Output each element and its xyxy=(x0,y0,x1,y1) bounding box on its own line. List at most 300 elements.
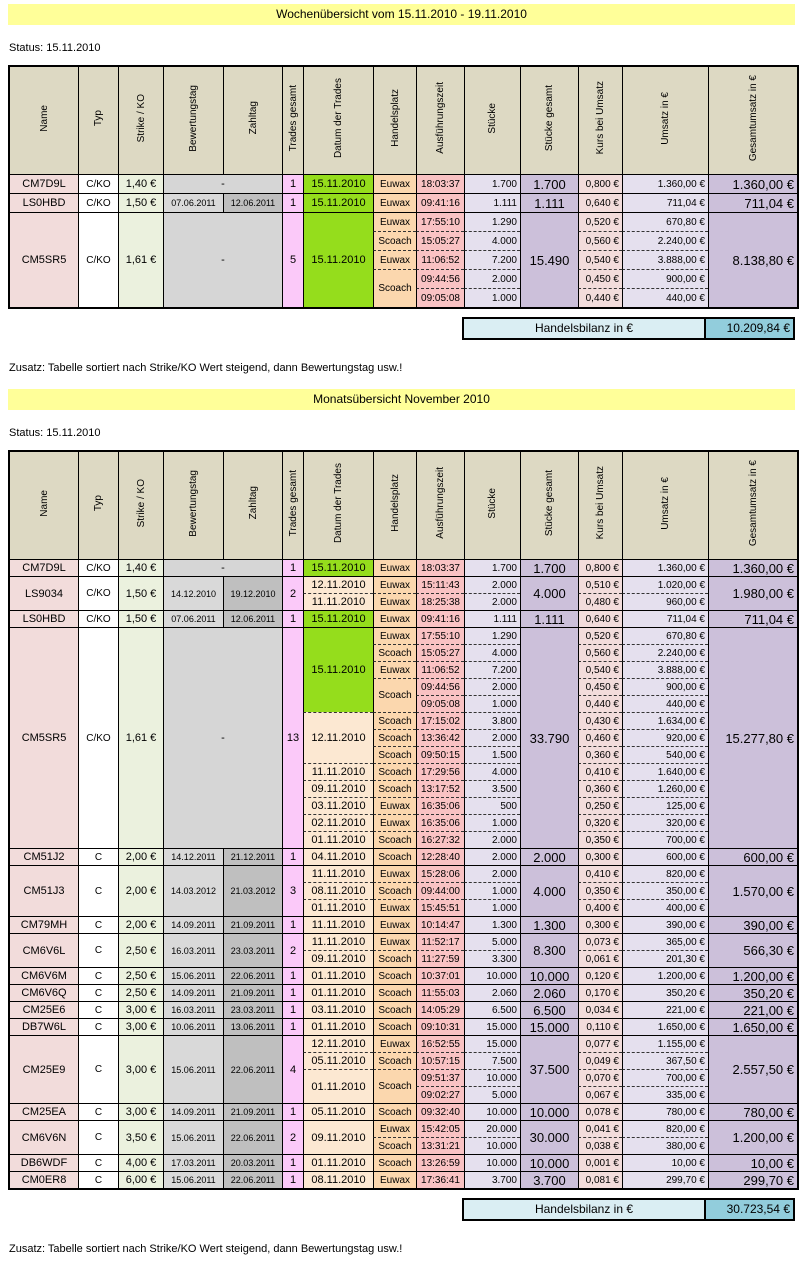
cell-stuecke: 2.000 xyxy=(464,593,520,610)
cell-handelsplatz: Euwax xyxy=(373,576,416,593)
cell-umsatz: 1.634,00 € xyxy=(622,712,708,729)
table-row xyxy=(10,627,797,644)
cell-zahltag: 20.03.2011 xyxy=(223,1154,282,1171)
cell-name: CM51J2 xyxy=(10,848,78,865)
cell-trades-gesamt: 2 xyxy=(282,933,303,967)
cell-umsatz: 700,00 € xyxy=(622,1069,708,1086)
table-row xyxy=(10,576,797,593)
cell-name: CM25E6 xyxy=(10,1001,78,1018)
cell-ausfuehrungszeit: 11:27:59 xyxy=(416,950,464,967)
cell-name: CM5SR5 xyxy=(10,627,78,848)
cell-ausfuehrungszeit: 13:36:42 xyxy=(416,729,464,746)
cell-ausfuehrungszeit: 17:29:56 xyxy=(416,763,464,780)
cell-datum: 01.11.2010 xyxy=(303,899,373,916)
cell-stuecke-gesamt: 1.700 xyxy=(520,559,578,576)
table-row xyxy=(10,1103,797,1120)
column-header-strike-ko: Strike / KO xyxy=(118,452,163,559)
cell-datum: 05.11.2010 xyxy=(303,1052,373,1069)
column-header-bewertungstag: Bewertungstag xyxy=(163,67,223,174)
table-row xyxy=(10,193,797,212)
cell-umsatz: 820,00 € xyxy=(622,1120,708,1137)
cell-zahltag: 22.06.2011 xyxy=(223,1171,282,1188)
table-row xyxy=(10,174,797,193)
cell-handelsplatz: Scoach xyxy=(373,882,416,899)
cell-umsatz: 1.020,00 € xyxy=(622,576,708,593)
cell-trades-gesamt: 1 xyxy=(282,848,303,865)
cell-trades-gesamt: 1 xyxy=(282,193,303,212)
cell-typ: C/KO xyxy=(78,193,118,212)
cell-bewertungstag-zahltag: - xyxy=(163,174,282,193)
cell-datum: 01.11.2010 xyxy=(303,1018,373,1035)
cell-stuecke-gesamt: 15.000 xyxy=(520,1018,578,1035)
cell-kurs: 0,540 € xyxy=(578,661,622,678)
cell-datum: 12.11.2010 xyxy=(303,712,373,763)
cell-stuecke-gesamt: 10.000 xyxy=(520,967,578,984)
column-header-kurs: Kurs bei Umsatz xyxy=(578,67,622,174)
cell-kurs: 0,049 € xyxy=(578,1052,622,1069)
cell-datum: 09.11.2010 xyxy=(303,780,373,797)
cell-gesamtumsatz: 2.557,50 € xyxy=(708,1035,797,1103)
cell-umsatz: 1.200,00 € xyxy=(622,967,708,984)
cell-bewertungstag: 10.06.2011 xyxy=(163,1018,223,1035)
cell-stuecke: 1.700 xyxy=(464,174,520,193)
column-header-stuecke-gesamt: Stücke gesamt xyxy=(520,67,578,174)
cell-ausfuehrungszeit: 09:41:16 xyxy=(416,610,464,627)
cell-trades-gesamt: 13 xyxy=(282,627,303,848)
cell-umsatz: 3.888,00 € xyxy=(622,250,708,269)
cell-datum: 15.11.2010 xyxy=(303,212,373,307)
cell-stuecke: 2.000 xyxy=(464,576,520,593)
cell-ausfuehrungszeit: 13:26:59 xyxy=(416,1154,464,1171)
cell-name: CM0ER8 xyxy=(10,1171,78,1188)
cell-zahltag: 22.06.2011 xyxy=(223,1120,282,1154)
cell-strike: 2,50 € xyxy=(118,933,163,967)
column-header-typ: Typ xyxy=(78,67,118,174)
cell-zahltag: 21.09.2011 xyxy=(223,1103,282,1120)
cell-ausfuehrungszeit: 15:05:27 xyxy=(416,231,464,250)
cell-umsatz: 780,00 € xyxy=(622,1103,708,1120)
cell-zahltag: 19.12.2010 xyxy=(223,576,282,610)
cell-kurs: 0,110 € xyxy=(578,1018,622,1035)
column-header-datum: Datum der Trades xyxy=(303,67,373,174)
cell-name: DB7W6L xyxy=(10,1018,78,1035)
cell-kurs: 0,450 € xyxy=(578,269,622,288)
cell-handelsplatz: Euwax xyxy=(373,797,416,814)
balance-label: Handelsbilanz in € xyxy=(462,317,705,340)
cell-kurs: 0,061 € xyxy=(578,950,622,967)
cell-typ: C/KO xyxy=(78,174,118,193)
cell-zahltag: 23.03.2011 xyxy=(223,933,282,967)
cell-ausfuehrungszeit: 17:36:41 xyxy=(416,1171,464,1188)
column-header-gesamtumsatz: Gesamtumsatz in € xyxy=(708,452,797,559)
cell-datum: 15.11.2010 xyxy=(303,174,373,193)
cell-trades-gesamt: 1 xyxy=(282,559,303,576)
cell-stuecke: 10.000 xyxy=(464,967,520,984)
cell-datum: 11.11.2010 xyxy=(303,593,373,610)
cell-handelsplatz: Euwax xyxy=(373,610,416,627)
cell-ausfuehrungszeit: 15:45:51 xyxy=(416,899,464,916)
cell-umsatz: 920,00 € xyxy=(622,729,708,746)
column-header-datum: Datum der Trades xyxy=(303,452,373,559)
cell-zahltag: 21.12.2011 xyxy=(223,848,282,865)
cell-umsatz: 1.640,00 € xyxy=(622,763,708,780)
cell-trades-gesamt: 1 xyxy=(282,984,303,1001)
table-row xyxy=(10,1018,797,1035)
cell-datum: 09.11.2010 xyxy=(303,950,373,967)
cell-name: CM51J3 xyxy=(10,865,78,916)
cell-name: CM6V6Q xyxy=(10,984,78,1001)
cell-stuecke-gesamt: 1.300 xyxy=(520,916,578,933)
cell-handelsplatz: Scoach xyxy=(373,1154,416,1171)
cell-handelsplatz: Scoach xyxy=(373,1018,416,1035)
cell-ausfuehrungszeit: 16:35:06 xyxy=(416,814,464,831)
cell-zahltag: 21.09.2011 xyxy=(223,984,282,1001)
cell-umsatz: 1.360,00 € xyxy=(622,174,708,193)
cell-name: CM25EA xyxy=(10,1103,78,1120)
cell-stuecke: 5.000 xyxy=(464,933,520,950)
cell-bewertungstag: 14.09.2011 xyxy=(163,1103,223,1120)
cell-stuecke: 2.000 xyxy=(464,848,520,865)
column-header-ausfuehrungszeit: Ausführungszeit xyxy=(416,67,464,174)
balance-label: Handelsbilanz in € xyxy=(462,1198,705,1221)
table-row xyxy=(10,1035,797,1052)
weekly-section xyxy=(8,4,795,374)
cell-strike: 6,00 € xyxy=(118,1171,163,1188)
cell-stuecke-gesamt: 33.790 xyxy=(520,627,578,848)
cell-stuecke: 1.111 xyxy=(464,193,520,212)
cell-kurs: 0,510 € xyxy=(578,576,622,593)
cell-typ: C xyxy=(78,1018,118,1035)
weekly-title: Wochenübersicht vom 15.11.2010 - 19.11.2010 xyxy=(8,4,795,25)
cell-gesamtumsatz: 1.360,00 € xyxy=(708,559,797,576)
column-header-ausfuehrungszeit: Ausführungszeit xyxy=(416,452,464,559)
cell-handelsplatz: Euwax xyxy=(373,174,416,193)
cell-kurs: 0,038 € xyxy=(578,1137,622,1154)
cell-trades-gesamt: 1 xyxy=(282,1171,303,1188)
cell-handelsplatz: Scoach xyxy=(373,644,416,661)
cell-umsatz: 2.240,00 € xyxy=(622,644,708,661)
cell-umsatz: 440,00 € xyxy=(622,695,708,712)
cell-typ: C xyxy=(78,1001,118,1018)
table-row xyxy=(10,933,797,950)
cell-umsatz: 670,80 € xyxy=(622,627,708,644)
cell-gesamtumsatz: 711,04 € xyxy=(708,193,797,212)
cell-kurs: 0,400 € xyxy=(578,899,622,916)
cell-strike: 1,61 € xyxy=(118,212,163,307)
cell-stuecke: 3.300 xyxy=(464,950,520,967)
cell-stuecke: 1.000 xyxy=(464,814,520,831)
cell-strike: 1,40 € xyxy=(118,174,163,193)
column-header-zahltag: Zahltag xyxy=(223,67,282,174)
cell-handelsplatz: Euwax xyxy=(373,1120,416,1137)
cell-handelsplatz: Scoach xyxy=(373,269,416,307)
cell-ausfuehrungszeit: 12:28:40 xyxy=(416,848,464,865)
cell-typ: C/KO xyxy=(78,627,118,848)
cell-kurs: 0,640 € xyxy=(578,193,622,212)
cell-stuecke: 1.300 xyxy=(464,916,520,933)
cell-name: DB6WDF xyxy=(10,1154,78,1171)
column-header-stuecke: Stücke xyxy=(464,452,520,559)
cell-trades-gesamt: 1 xyxy=(282,610,303,627)
cell-stuecke: 2.000 xyxy=(464,729,520,746)
cell-stuecke-gesamt: 2.060 xyxy=(520,984,578,1001)
cell-kurs: 0,300 € xyxy=(578,916,622,933)
cell-handelsplatz: Scoach xyxy=(373,1001,416,1018)
cell-strike: 3,00 € xyxy=(118,1103,163,1120)
cell-bewertungstag: 14.09.2011 xyxy=(163,984,223,1001)
cell-handelsplatz: Euwax xyxy=(373,193,416,212)
cell-umsatz: 820,00 € xyxy=(622,865,708,882)
monthly-status: Status: 15.11.2010 xyxy=(9,427,101,439)
table-row xyxy=(10,1001,797,1018)
cell-ausfuehrungszeit: 09:41:16 xyxy=(416,193,464,212)
balance-value: 10.209,84 € xyxy=(705,317,795,340)
cell-ausfuehrungszeit: 18:03:37 xyxy=(416,174,464,193)
monthly-footnote: Zusatz: Tabelle sortiert nach Strike/KO Wert steigend, dann Bewertungstag usw.! xyxy=(9,1243,403,1255)
cell-kurs: 0,320 € xyxy=(578,814,622,831)
weekly-footnote: Zusatz: Tabelle sortiert nach Strike/KO Wert steigend, dann Bewertungstag usw.! xyxy=(9,362,403,374)
table-row xyxy=(10,984,797,1001)
cell-stuecke-gesamt: 37.500 xyxy=(520,1035,578,1103)
cell-zahltag: 13.06.2011 xyxy=(223,1018,282,1035)
cell-gesamtumsatz: 350,20 € xyxy=(708,984,797,1001)
column-header-name: Name xyxy=(10,67,78,174)
cell-stuecke: 7.500 xyxy=(464,1052,520,1069)
cell-ausfuehrungszeit: 09:44:56 xyxy=(416,269,464,288)
cell-trades-gesamt: 1 xyxy=(282,174,303,193)
cell-ausfuehrungszeit: 09:44:00 xyxy=(416,882,464,899)
cell-umsatz: 10,00 € xyxy=(622,1154,708,1171)
cell-stuecke: 4.000 xyxy=(464,644,520,661)
cell-kurs: 0,001 € xyxy=(578,1154,622,1171)
cell-stuecke: 7.200 xyxy=(464,661,520,678)
cell-handelsplatz: Euwax xyxy=(373,212,416,231)
cell-trades-gesamt: 1 xyxy=(282,1018,303,1035)
cell-stuecke: 10.000 xyxy=(464,1103,520,1120)
cell-bewertungstag-zahltag: - xyxy=(163,627,282,848)
cell-handelsplatz: Euwax xyxy=(373,627,416,644)
column-header-umsatz: Umsatz in € xyxy=(622,67,708,174)
cell-kurs: 0,800 € xyxy=(578,559,622,576)
cell-kurs: 0,440 € xyxy=(578,288,622,307)
cell-bewertungstag: 17.03.2011 xyxy=(163,1154,223,1171)
cell-umsatz: 125,00 € xyxy=(622,797,708,814)
cell-trades-gesamt: 1 xyxy=(282,1154,303,1171)
weekly-status: Status: 15.11.2010 xyxy=(9,42,101,54)
cell-ausfuehrungszeit: 18:03:37 xyxy=(416,559,464,576)
cell-stuecke-gesamt: 30.000 xyxy=(520,1120,578,1154)
table-row xyxy=(10,916,797,933)
cell-umsatz: 380,00 € xyxy=(622,1137,708,1154)
cell-handelsplatz: Scoach xyxy=(373,729,416,746)
cell-ausfuehrungszeit: 16:35:06 xyxy=(416,797,464,814)
cell-datum: 08.11.2010 xyxy=(303,1171,373,1188)
cell-ausfuehrungszeit: 16:52:55 xyxy=(416,1035,464,1052)
cell-bewertungstag: 16.03.2011 xyxy=(163,933,223,967)
cell-stuecke-gesamt: 4.000 xyxy=(520,865,578,916)
weekly-balance-row xyxy=(8,317,795,340)
cell-gesamtumsatz: 1.650,00 € xyxy=(708,1018,797,1035)
cell-stuecke: 15.000 xyxy=(464,1035,520,1052)
cell-stuecke-gesamt: 1.111 xyxy=(520,610,578,627)
cell-name: CM6V6N xyxy=(10,1120,78,1154)
header-row xyxy=(10,67,797,174)
cell-zahltag: 12.06.2011 xyxy=(223,610,282,627)
table-row xyxy=(10,559,797,576)
cell-trades-gesamt: 4 xyxy=(282,1035,303,1103)
cell-ausfuehrungszeit: 10:57:15 xyxy=(416,1052,464,1069)
cell-umsatz: 711,04 € xyxy=(622,610,708,627)
cell-name: LS0HBD xyxy=(10,193,78,212)
cell-umsatz: 201,30 € xyxy=(622,950,708,967)
cell-umsatz: 365,00 € xyxy=(622,933,708,950)
monthly-section xyxy=(8,389,795,1255)
cell-typ: C/KO xyxy=(78,610,118,627)
cell-trades-gesamt: 2 xyxy=(282,1120,303,1154)
cell-stuecke-gesamt: 10.000 xyxy=(520,1154,578,1171)
cell-handelsplatz: Scoach xyxy=(373,1103,416,1120)
cell-handelsplatz: Euwax xyxy=(373,593,416,610)
cell-strike: 3,50 € xyxy=(118,1120,163,1154)
cell-kurs: 0,450 € xyxy=(578,678,622,695)
cell-kurs: 0,041 € xyxy=(578,1120,622,1137)
cell-name: LS0HBD xyxy=(10,610,78,627)
cell-umsatz: 711,04 € xyxy=(622,193,708,212)
cell-ausfuehrungszeit: 16:27:32 xyxy=(416,831,464,848)
cell-datum: 11.11.2010 xyxy=(303,865,373,882)
cell-datum: 12.11.2010 xyxy=(303,576,373,593)
cell-handelsplatz: Euwax xyxy=(373,916,416,933)
cell-ausfuehrungszeit: 15:11:43 xyxy=(416,576,464,593)
cell-typ: C xyxy=(78,1171,118,1188)
cell-kurs: 0,560 € xyxy=(578,231,622,250)
cell-ausfuehrungszeit: 11:06:52 xyxy=(416,661,464,678)
cell-datum: 11.11.2010 xyxy=(303,933,373,950)
cell-trades-gesamt: 2 xyxy=(282,576,303,610)
cell-zahltag: 23.03.2011 xyxy=(223,1001,282,1018)
cell-handelsplatz: Euwax xyxy=(373,865,416,882)
cell-stuecke-gesamt: 1.700 xyxy=(520,174,578,193)
cell-stuecke: 1.000 xyxy=(464,695,520,712)
column-header-trades-gesamt: Trades gesamt xyxy=(282,452,303,559)
cell-gesamtumsatz: 15.277,80 € xyxy=(708,627,797,848)
cell-datum: 01.11.2010 xyxy=(303,984,373,1001)
cell-stuecke-gesamt: 6.500 xyxy=(520,1001,578,1018)
cell-stuecke-gesamt: 2.000 xyxy=(520,848,578,865)
cell-umsatz: 440,00 € xyxy=(622,288,708,307)
column-header-stuecke: Stücke xyxy=(464,67,520,174)
cell-datum: 05.11.2010 xyxy=(303,1103,373,1120)
cell-gesamtumsatz: 1.200,00 € xyxy=(708,1120,797,1154)
cell-typ: C/KO xyxy=(78,576,118,610)
cell-ausfuehrungszeit: 10:14:47 xyxy=(416,916,464,933)
cell-bewertungstag: 15.06.2011 xyxy=(163,1120,223,1154)
column-header-kurs: Kurs bei Umsatz xyxy=(578,452,622,559)
cell-stuecke: 1.700 xyxy=(464,559,520,576)
cell-trades-gesamt: 1 xyxy=(282,1103,303,1120)
cell-kurs: 0,170 € xyxy=(578,984,622,1001)
cell-datum: 15.11.2010 xyxy=(303,627,373,712)
cell-ausfuehrungszeit: 15:28:06 xyxy=(416,865,464,882)
cell-stuecke: 20.000 xyxy=(464,1120,520,1137)
cell-kurs: 0,034 € xyxy=(578,1001,622,1018)
cell-handelsplatz: Scoach xyxy=(373,746,416,763)
cell-umsatz: 2.240,00 € xyxy=(622,231,708,250)
cell-umsatz: 350,00 € xyxy=(622,882,708,899)
cell-strike: 2,00 € xyxy=(118,848,163,865)
cell-typ: C xyxy=(78,1035,118,1103)
cell-gesamtumsatz: 1.570,00 € xyxy=(708,865,797,916)
cell-handelsplatz: Euwax xyxy=(373,1171,416,1188)
weekly-table xyxy=(8,65,799,309)
cell-handelsplatz: Scoach xyxy=(373,1137,416,1154)
cell-umsatz: 540,00 € xyxy=(622,746,708,763)
cell-datum: 04.11.2010 xyxy=(303,848,373,865)
cell-stuecke: 4.000 xyxy=(464,763,520,780)
cell-handelsplatz: Scoach xyxy=(373,780,416,797)
cell-handelsplatz: Scoach xyxy=(373,950,416,967)
cell-datum: 01.11.2010 xyxy=(303,1154,373,1171)
cell-typ: C xyxy=(78,865,118,916)
cell-handelsplatz: Euwax xyxy=(373,661,416,678)
cell-ausfuehrungszeit: 15:42:05 xyxy=(416,1120,464,1137)
cell-typ: C/KO xyxy=(78,559,118,576)
cell-kurs: 0,520 € xyxy=(578,212,622,231)
cell-ausfuehrungszeit: 17:15:02 xyxy=(416,712,464,729)
cell-ausfuehrungszeit: 11:52:17 xyxy=(416,933,464,950)
cell-zahltag: 21.09.2011 xyxy=(223,916,282,933)
cell-kurs: 0,460 € xyxy=(578,729,622,746)
cell-bewertungstag: 07.06.2011 xyxy=(163,193,223,212)
cell-handelsplatz: Euwax xyxy=(373,1035,416,1052)
cell-name: CM7D9L xyxy=(10,559,78,576)
column-header-trades-gesamt: Trades gesamt xyxy=(282,67,303,174)
cell-name: CM5SR5 xyxy=(10,212,78,307)
cell-stuecke: 3.500 xyxy=(464,780,520,797)
cell-umsatz: 670,80 € xyxy=(622,212,708,231)
cell-stuecke: 2.060 xyxy=(464,984,520,1001)
table-row xyxy=(10,865,797,882)
cell-strike: 3,00 € xyxy=(118,1035,163,1103)
cell-typ: C xyxy=(78,848,118,865)
cell-zahltag: 21.03.2012 xyxy=(223,865,282,916)
cell-kurs: 0,067 € xyxy=(578,1086,622,1103)
cell-kurs: 0,560 € xyxy=(578,644,622,661)
cell-umsatz: 1.155,00 € xyxy=(622,1035,708,1052)
cell-stuecke: 2.000 xyxy=(464,865,520,882)
cell-ausfuehrungszeit: 09:05:08 xyxy=(416,288,464,307)
cell-stuecke: 3.700 xyxy=(464,1171,520,1188)
cell-kurs: 0,440 € xyxy=(578,695,622,712)
cell-ausfuehrungszeit: 13:31:21 xyxy=(416,1137,464,1154)
cell-kurs: 0,350 € xyxy=(578,882,622,899)
cell-stuecke: 5.000 xyxy=(464,1086,520,1103)
cell-gesamtumsatz: 10,00 € xyxy=(708,1154,797,1171)
cell-typ: C xyxy=(78,967,118,984)
cell-ausfuehrungszeit: 11:06:52 xyxy=(416,250,464,269)
cell-ausfuehrungszeit: 09:50:15 xyxy=(416,746,464,763)
cell-handelsplatz: Scoach xyxy=(373,984,416,1001)
cell-datum: 02.11.2010 xyxy=(303,814,373,831)
column-header-stuecke-gesamt: Stücke gesamt xyxy=(520,452,578,559)
cell-datum: 15.11.2010 xyxy=(303,193,373,212)
cell-stuecke: 1.111 xyxy=(464,610,520,627)
cell-ausfuehrungszeit: 17:55:10 xyxy=(416,627,464,644)
cell-kurs: 0,430 € xyxy=(578,712,622,729)
cell-bewertungstag: 15.06.2011 xyxy=(163,1171,223,1188)
cell-kurs: 0,250 € xyxy=(578,797,622,814)
cell-datum: 12.11.2010 xyxy=(303,1035,373,1052)
